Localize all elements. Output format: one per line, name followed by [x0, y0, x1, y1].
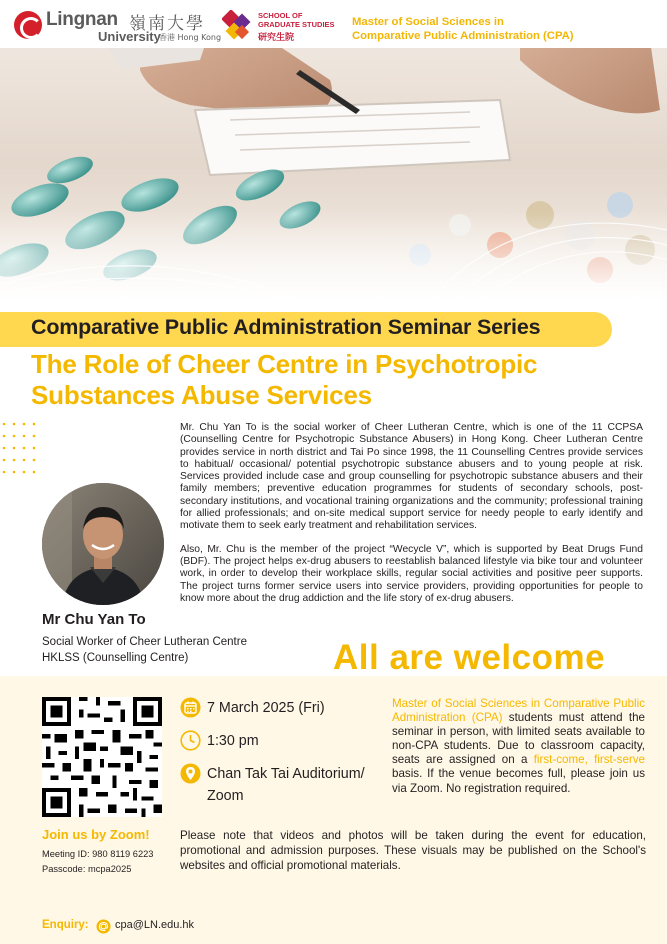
calendar-icon	[180, 697, 201, 718]
speaker-biography	[180, 422, 643, 605]
series-title: Comparative Public Administration Seminar Series	[31, 315, 541, 339]
speaker-name: Mr Chu Yan To	[42, 611, 146, 628]
all-are-welcome-heading: All are welcome	[333, 638, 606, 677]
photography-disclaimer: Please note that videos and photos will be taken during the event for education, promotional and admission purposes. These visuals may be published on the School's websites and official promotional materials.	[180, 829, 646, 872]
graduate-school-emblem-icon	[222, 10, 254, 42]
email-icon	[96, 919, 111, 934]
talk-title: The Role of Cheer Centre in Psychotropic Substances Abuse Services	[31, 349, 538, 410]
event-time: 1:30 pm	[207, 733, 259, 749]
bio-paragraph: Mr. Chu Yan To is the social worker of Cheer Lutheran Centre, which is one of the 11 CCPSA (Counselling Centre for Psychotropic Substance Abusers) in Hong Kong. Cheer Lutheran Centre provides service in north district and Tai Po since 1998, the 11 Counselling Centres provide services to habitual/ occasional/ potential psychotropic substance abusers and to young people at risk. Services provided include case and group counselling for psychotropic substance abusers and their family members; preventive education programmes for students of secondary schools, post-secondary institutions, and vocational training organizations and the community; professional training for allied professionals; and on-site medical support service for needy people to early identify and motivate them to seek early treatment and rehabilitation services.	[180, 422, 643, 532]
header-bar	[0, 0, 667, 48]
graduate-school-chinese-name: 研究生院	[258, 33, 295, 43]
lingnan-emblem-icon	[14, 11, 42, 39]
zoom-qr-code[interactable]	[42, 697, 162, 817]
zoom-join-label: Join us by Zoom!	[42, 827, 150, 842]
lingnan-chinese-name: 嶺南大學	[129, 14, 205, 34]
location-pin-icon	[180, 763, 201, 784]
speaker-photo	[42, 483, 164, 605]
notice-programme-name: Master of Social Sciences in Comparative Public Administration (CPA)	[392, 697, 645, 725]
decorative-dot-pattern	[0, 420, 40, 480]
event-venue: Chan Tak Tai Auditorium/ Zoom	[207, 766, 365, 804]
bio-paragraph: Also, Mr. Chu is the member of the project “Wecycle V”, which is supported by Beat Drugs Fund (BDF). The project helps ex-drug abusers to reestablish balanced lifestyle via bike tour and volunteer work, in order to develop their workplace skills, regular social activities and positive peer supports. The project turns former service users into service providers, providing opportunities for people to know more about the drug addiction and the life story of ex-drug abusers.	[180, 543, 643, 604]
lingnan-university-logo	[14, 9, 222, 44]
event-date: 7 March 2025 (Fri)	[207, 700, 325, 716]
lingnan-university-word: University	[98, 29, 161, 44]
clock-icon	[180, 730, 201, 751]
enquiry-label: Enquiry:	[42, 919, 89, 931]
attendance-notice: Master of Social Sciences in Comparative Public Administration (CPA) students must attend the seminar in person, with limited seats available to non-CPA students. Due to classroom capacity, seats are assigned on a first-come, first-serve basis. If the venue becomes full, please join us via Zoom. No registration required.	[392, 697, 645, 795]
lingnan-name: Lingnan	[46, 9, 118, 30]
speaker-role: Social Worker of Cheer Lutheran Centre HKLSS (Counselling Centre)	[42, 636, 247, 664]
enquiry-email-link[interactable]: cpa@LN.edu.hk	[115, 919, 195, 931]
lingnan-hk-word: 香港 Hong Kong	[159, 33, 222, 42]
notice-first-come-first-serve: first-come, first-serve	[533, 753, 645, 767]
programme-title: Master of Social Sciences in Comparative Public Administration (CPA)	[352, 16, 574, 42]
zoom-meeting-id: Meeting ID: 980 8119 6223	[42, 849, 154, 859]
zoom-passcode: Passcode: mcpa2025	[42, 864, 132, 874]
graduate-school-name: SCHOOL OF GRADUATE STUDIES	[258, 11, 335, 29]
zoom-meeting-details	[42, 847, 153, 877]
graduate-school-logo	[222, 10, 335, 44]
